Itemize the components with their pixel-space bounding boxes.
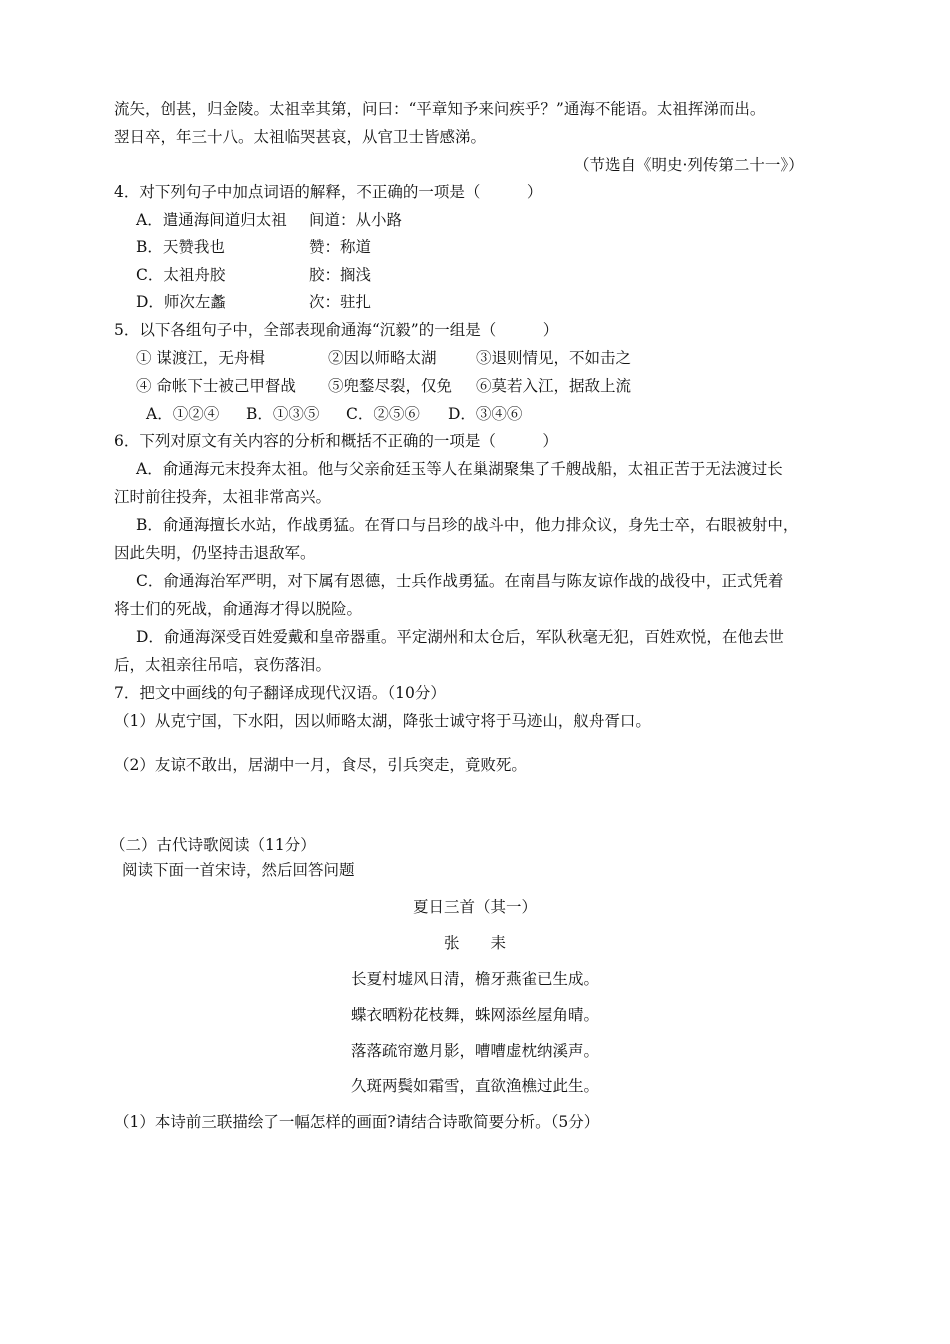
q5-choice-b: B．①③⑤: [246, 405, 320, 423]
q6-b-line-2: 因此失明，仍坚持击退敌军。: [114, 544, 316, 562]
q4-option-b-gloss: 赞：称道: [309, 238, 372, 256]
passage-line-1: 流矢，创甚，归金陵。太祖幸其第，问曰：“平章知予来问疾乎？”通海不能语。太祖挥涕而出。: [114, 100, 766, 118]
poem-author: 张 耒: [443, 934, 506, 952]
q5-item-2: ②因以师略太湖: [328, 349, 437, 367]
poetry-section-title: （二）古代诗歌阅读（11分）: [110, 836, 316, 854]
q4-option-a: A．遣通海间道归太祖: [136, 211, 287, 229]
q5-item-6: ⑥莫若入江，据敌上流: [476, 377, 632, 395]
q6-c-line-1: C．俞通海治军严明，对下属有恩德，士兵作战勇猛。在南昌与陈友谅作战的战役中，正式凭着: [136, 572, 784, 590]
q5-stem: 5．以下各组句子中，全部表现俞通海“沉毅”的一组是（ ）: [114, 321, 559, 339]
poem-title: 夏日三首（其一）: [412, 898, 537, 916]
poem-line-4: 久斑两鬓如霜雪，直欲渔樵过此生。: [350, 1077, 599, 1095]
q6-a-line-2: 江时前往投奔，太祖非常高兴。: [114, 488, 332, 506]
q4-option-c-gloss: 胶：搁浅: [309, 266, 372, 284]
q6-d-line-2: 后，太祖亲往吊唁，哀伤落泪。: [114, 656, 332, 674]
q5-item-3: ③退则情见，不如击之: [476, 349, 632, 367]
q5-choice-d: D．③④⑥: [448, 405, 523, 423]
q5-choice-c: C．②⑤⑥: [346, 405, 420, 423]
passage-source: （节选自《明史·列传第二十一》）: [574, 156, 804, 174]
q7-stem: 7．把文中画线的句子翻译成现代汉语。（10分）: [114, 684, 446, 702]
q6-stem: 6．下列对原文有关内容的分析和概括不正确的一项是（ ）: [114, 432, 558, 450]
poetry-question-1: （1）本诗前三联描绘了一幅怎样的画面?请结合诗歌简要分析。（5分）: [114, 1113, 600, 1131]
q5-item-5: ⑤兜鍪尽裂，仅免: [328, 377, 453, 395]
q6-d-line-1: D．俞通海深受百姓爱戴和皇帝器重。平定湖州和太仓后，军队秋毫无犯，百姓欢悦，在他去世: [136, 628, 784, 646]
q6-a-line-1: A．俞通海元末投奔太祖。他与父亲俞廷玉等人在巢湖聚集了千艘战船，太祖正苦于无法渡过长: [136, 460, 783, 478]
q4-stem: 4．对下列句子中加点词语的解释，不正确的一项是（ ）: [114, 183, 543, 201]
q5-item-4: ④ 命帐下士被己甲督战: [136, 377, 296, 395]
q4-option-d: D．师次左蠡: [136, 293, 226, 311]
q5-choice-a: A．①②④: [146, 405, 220, 423]
q4-option-d-gloss: 次：驻扎: [309, 293, 372, 311]
passage-line-2: 翌日卒，年三十八。太祖临哭甚哀，从官卫士皆感涕。: [114, 128, 487, 146]
q7-sentence-1: （1）从克宁国，下水阳，因以师略太湖，降张士诚守将于马迹山，舣舟胥口。: [114, 712, 651, 730]
q7-sentence-2: （2）友谅不敢出，居湖中一月，食尽，引兵突走，竟败死。: [114, 756, 527, 774]
q4-option-c: C．太祖舟胶: [136, 266, 226, 284]
q6-c-line-2: 将士们的死战，俞通海才得以脱险。: [114, 600, 363, 618]
poetry-instruction: 阅读下面一首宋诗，然后回答问题: [122, 861, 355, 879]
poem-line-3: 落落疏帘邀月影，嘈嘈虚枕纳溪声。: [350, 1042, 599, 1060]
q5-item-1: ① 谋渡江，无舟楫: [136, 349, 265, 367]
q6-b-line-1: B．俞通海擅长水站，作战勇猛。在胥口与吕珍的战斗中，他力排众议，身先士卒，右眼被射中，: [136, 516, 799, 534]
q4-option-a-gloss: 间道：从小路: [309, 211, 403, 229]
poem-line-2: 蝶衣晒粉花枝舞，蛛网添丝屋角晴。: [350, 1006, 599, 1024]
q4-option-b: B．天赞我也: [136, 238, 225, 256]
poem-line-1: 长夏村墟风日清，檐牙燕雀已生成。: [350, 970, 599, 988]
